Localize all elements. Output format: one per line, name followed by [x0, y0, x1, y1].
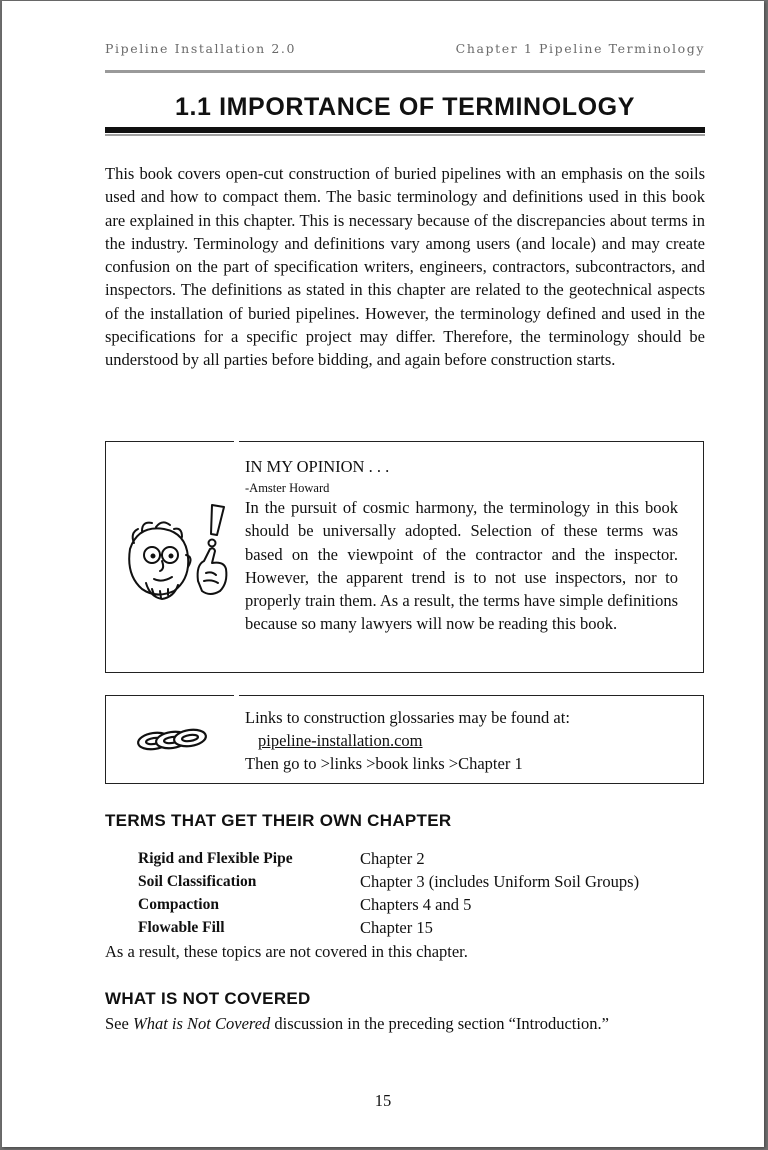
links-box — [105, 695, 704, 784]
opinion-author: -Amster Howard — [245, 481, 330, 495]
opinion-box — [105, 441, 704, 673]
see-suffix: discussion in the preceding section “Introduction.” — [270, 1014, 609, 1033]
opinion-label: IN MY OPINION . . . — [245, 457, 390, 476]
term-chapter: Chapters 4 and 5 — [360, 895, 472, 914]
header-book-title: Pipeline Installation 2.0 — [105, 41, 297, 56]
header-chapter-title: Chapter 1 Pipeline Terminology — [455, 41, 705, 56]
page-number: 15 — [374, 1091, 392, 1110]
title-rule-thin — [105, 134, 705, 136]
running-header — [105, 41, 705, 56]
box-border — [239, 695, 703, 696]
term-name: Compaction — [138, 896, 219, 913]
title-rule-thick — [105, 127, 705, 133]
section-heading-not-covered: WHAT IS NOT COVERED — [105, 989, 311, 1008]
intro-paragraph: This book covers open-cut construction of buried pipelines with an emphasis on the soils used and how to compact them. The basic terminology and definitions used in this book are explained in this chapter. This is necessary because of the discrepancies about terms in the industry. Terminology and definitions vary among users (and locale) and may create confusion on the part of specification writers, engineers, contractors, subcontractors, and inspectors. The definitions as stated in this chapter are related to the geotechnical aspects of the installation of buried pipelines. However, the terminology defined and used in the specifications for a specific project may differ. Therefore, the terminology should be understood by all parties before bidding, and again before construction starts. — [105, 164, 705, 370]
term-chapter: Chapter 3 (includes Uniform Soil Groups) — [360, 872, 640, 891]
links-navigation: Then go to >links >book links >Chapter 1 — [245, 754, 523, 773]
term-name: Rigid and Flexible Pipe — [138, 850, 293, 867]
see-prefix: See — [105, 1014, 133, 1033]
glossary-link[interactable]: pipeline-installation.com — [258, 731, 423, 750]
document-page — [2, 1, 764, 1147]
links-intro: Links to construction glossaries may be found at: — [245, 708, 570, 727]
chain-link-icon — [134, 725, 210, 755]
box-border — [106, 441, 234, 442]
term-chapter: Chapter 2 — [360, 849, 425, 868]
header-rule — [105, 70, 705, 73]
not-covered-text — [105, 1014, 609, 1034]
term-chapter: Chapter 15 — [360, 918, 433, 937]
box-border — [106, 695, 234, 696]
box-border — [239, 441, 703, 442]
section-title: 1.1 IMPORTANCE OF TERMINOLOGY — [174, 93, 635, 121]
see-italic-reference: What is Not Covered — [132, 1014, 271, 1033]
topics-note: As a result, these topics are not covered in this chapter. — [105, 942, 468, 961]
term-name: Soil Classification — [138, 873, 257, 890]
term-name: Flowable Fill — [138, 919, 225, 936]
opinion-text: In the pursuit of cosmic harmony, the terminology in this book should be universally adopted. Selection of these terms was based on the viewpoint of the contractor and the inspector. However, the apparent trend is to not use inspectors, nor to properly train them. As a result, the terms have simple definitions because so many lawyers will now be reading this book. — [245, 498, 678, 634]
cartoon-author-icon — [116, 499, 236, 629]
section-heading-own-chapter: TERMS THAT GET THEIR OWN CHAPTER — [105, 811, 452, 830]
